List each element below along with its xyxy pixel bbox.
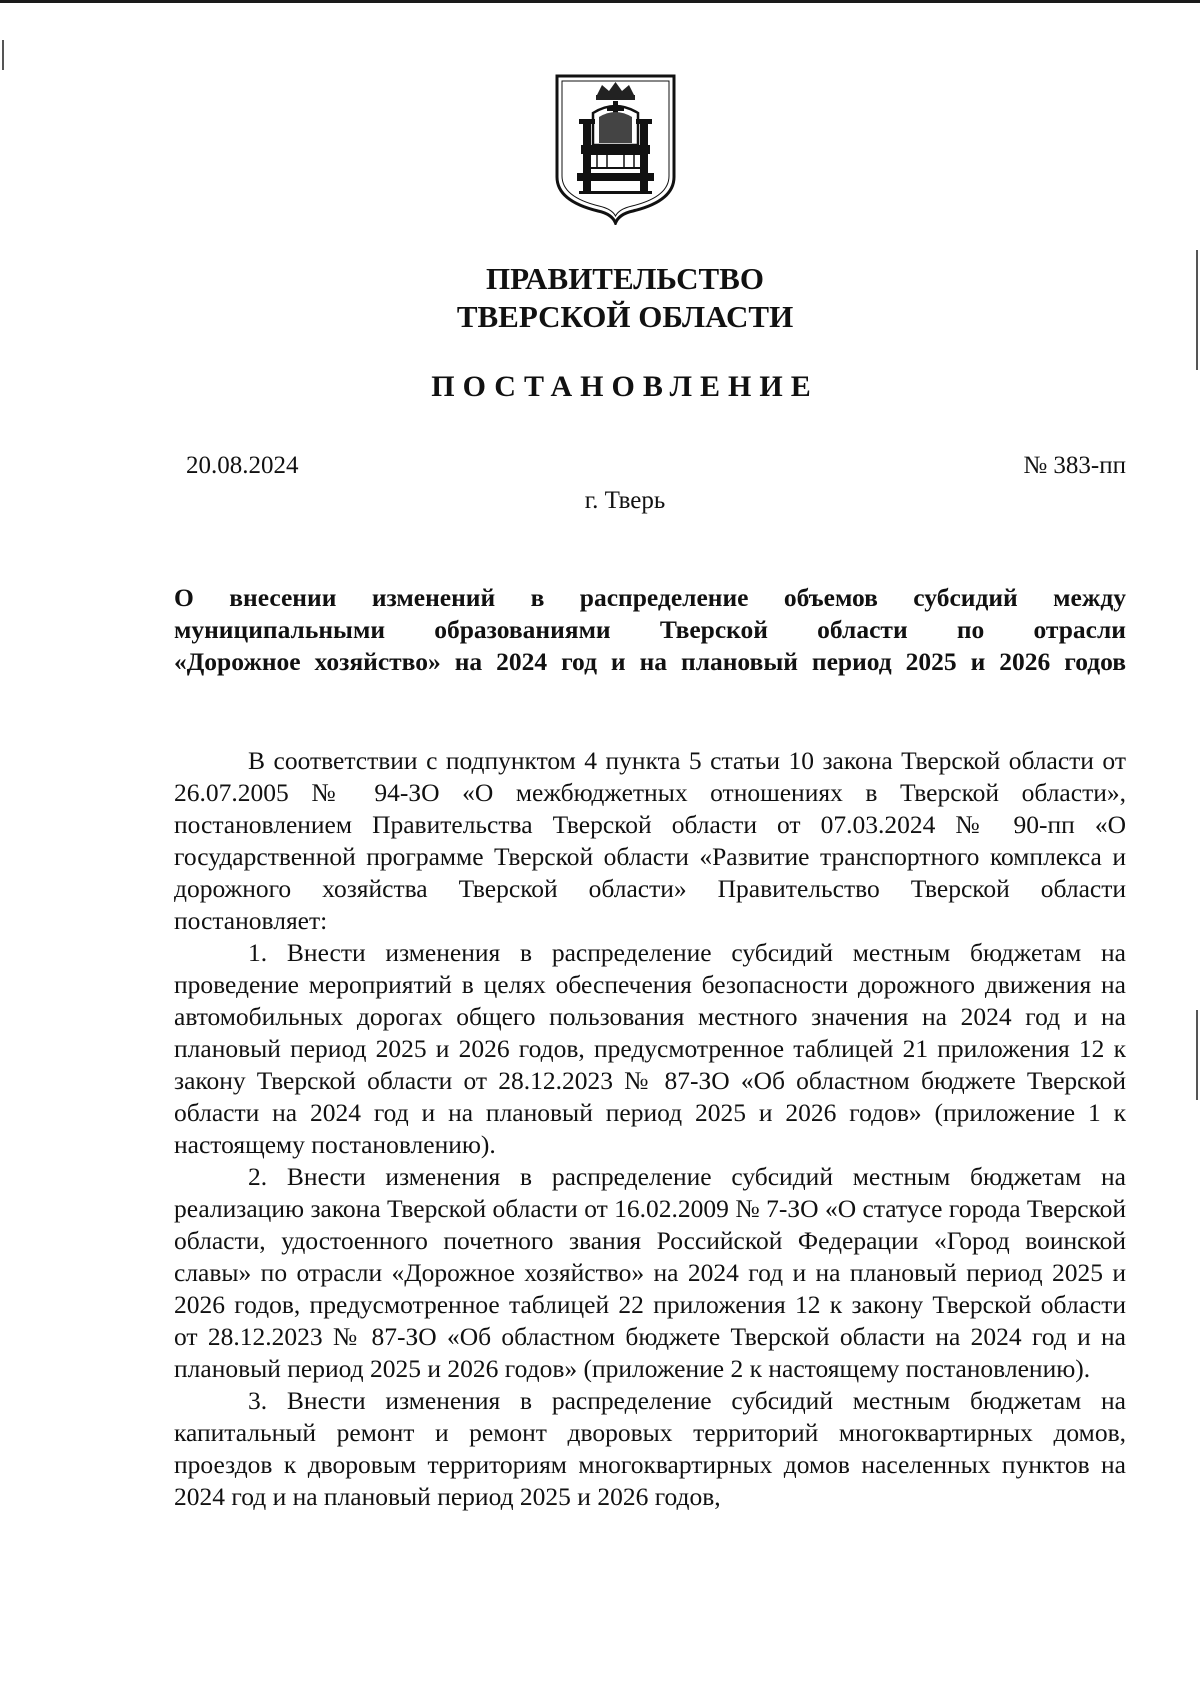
heading-line: муниципальными образованиями Тверской области по отрасли: [174, 615, 1126, 644]
scan-margin-mark: [1196, 1010, 1198, 1100]
document-date: 20.08.2024: [186, 452, 299, 479]
document-body: [174, 745, 1126, 1513]
body-paragraph-item-2: 2. Внести изменения в распределение субсидий местным бюджетам на реализацию закона Тверской области от 16.02.2009 № 7-ЗО «О статусе города Тверской области, удостоенного почетного звания Российской Федерации «Город воинской славы» по отрасли «Дорожное хозяйство» на 2024 год и на плановый период 2025 и 2026 годов, предусмотренное таблицей 22 приложения 12 к закону Тверской области от 28.12.2023 № 87-ЗО «Об областном бюджете Тверской области на 2024 год и на плановый период 2025 и 2026 годов» (приложение 2 к настоящему постановлению).: [174, 1162, 1126, 1383]
document-number: № 383-пп: [1023, 452, 1126, 479]
body-paragraph-item-1: 1. Внести изменения в распределение субсидий местным бюджетам на проведение мероприятий в целях обеспечения безопасности дорожного движения на автомобильных дорогах общего пользования местного значения на 2024 год и на плановый период 2025 и 2026 годов, предусмотренное таблицей 21 приложения 12 к закону Тверской области от 28.12.2023 № 87-ЗО «Об областном бюджете Тверской области на 2024 год и на плановый период 2025 и 2026 годов» (приложение 1 к настоящему постановлению).: [174, 938, 1126, 1159]
document-place: г. Тверь: [584, 487, 666, 514]
body-paragraph-preamble: В соответствии с подпунктом 4 пункта 5 статьи 10 закона Тверской области от 26.07.2005 № 94-ЗО «О межбюджетных отношениях в Тверской области», постановлением Правительства Тверской области от 07.03.2024 № 90-пп «О государственной программе Тверской области «Развитие транспортного комплекса и дорожного хозяйства Тверской области» Правительство Тверской области постановляет:: [174, 746, 1126, 935]
body-paragraph-item-3: 3. Внести изменения в распределение субсидий местным бюджетам на капитальный ремонт и ремонт дворовых территорий многоквартирных домов, проездов к дворовым территориям многоквартирных домов населенных пунктов на 2024 год и на плановый период 2025 и 2026 годов,: [174, 1386, 1126, 1511]
document-heading: [174, 582, 1126, 678]
page-top-edge: [0, 0, 1200, 3]
government-title-line2: ТВЕРСКОЙ ОБЛАСТИ: [456, 299, 794, 334]
heading-line: О внесении изменений в распределение объемов субсидий между: [174, 583, 1126, 612]
coat-of-arms-emblem: [553, 73, 678, 225]
document-type: ПОСТАНОВЛЕНИЕ: [431, 370, 819, 403]
scan-margin-mark: [2, 40, 4, 70]
scan-margin-mark: [1196, 250, 1198, 370]
heading-line: «Дорожное хозяйство» на 2024 год и на плановый период 2025 и 2026 годов: [174, 647, 1126, 676]
government-title-line1: ПРАВИТЕЛЬСТВО: [486, 261, 764, 296]
